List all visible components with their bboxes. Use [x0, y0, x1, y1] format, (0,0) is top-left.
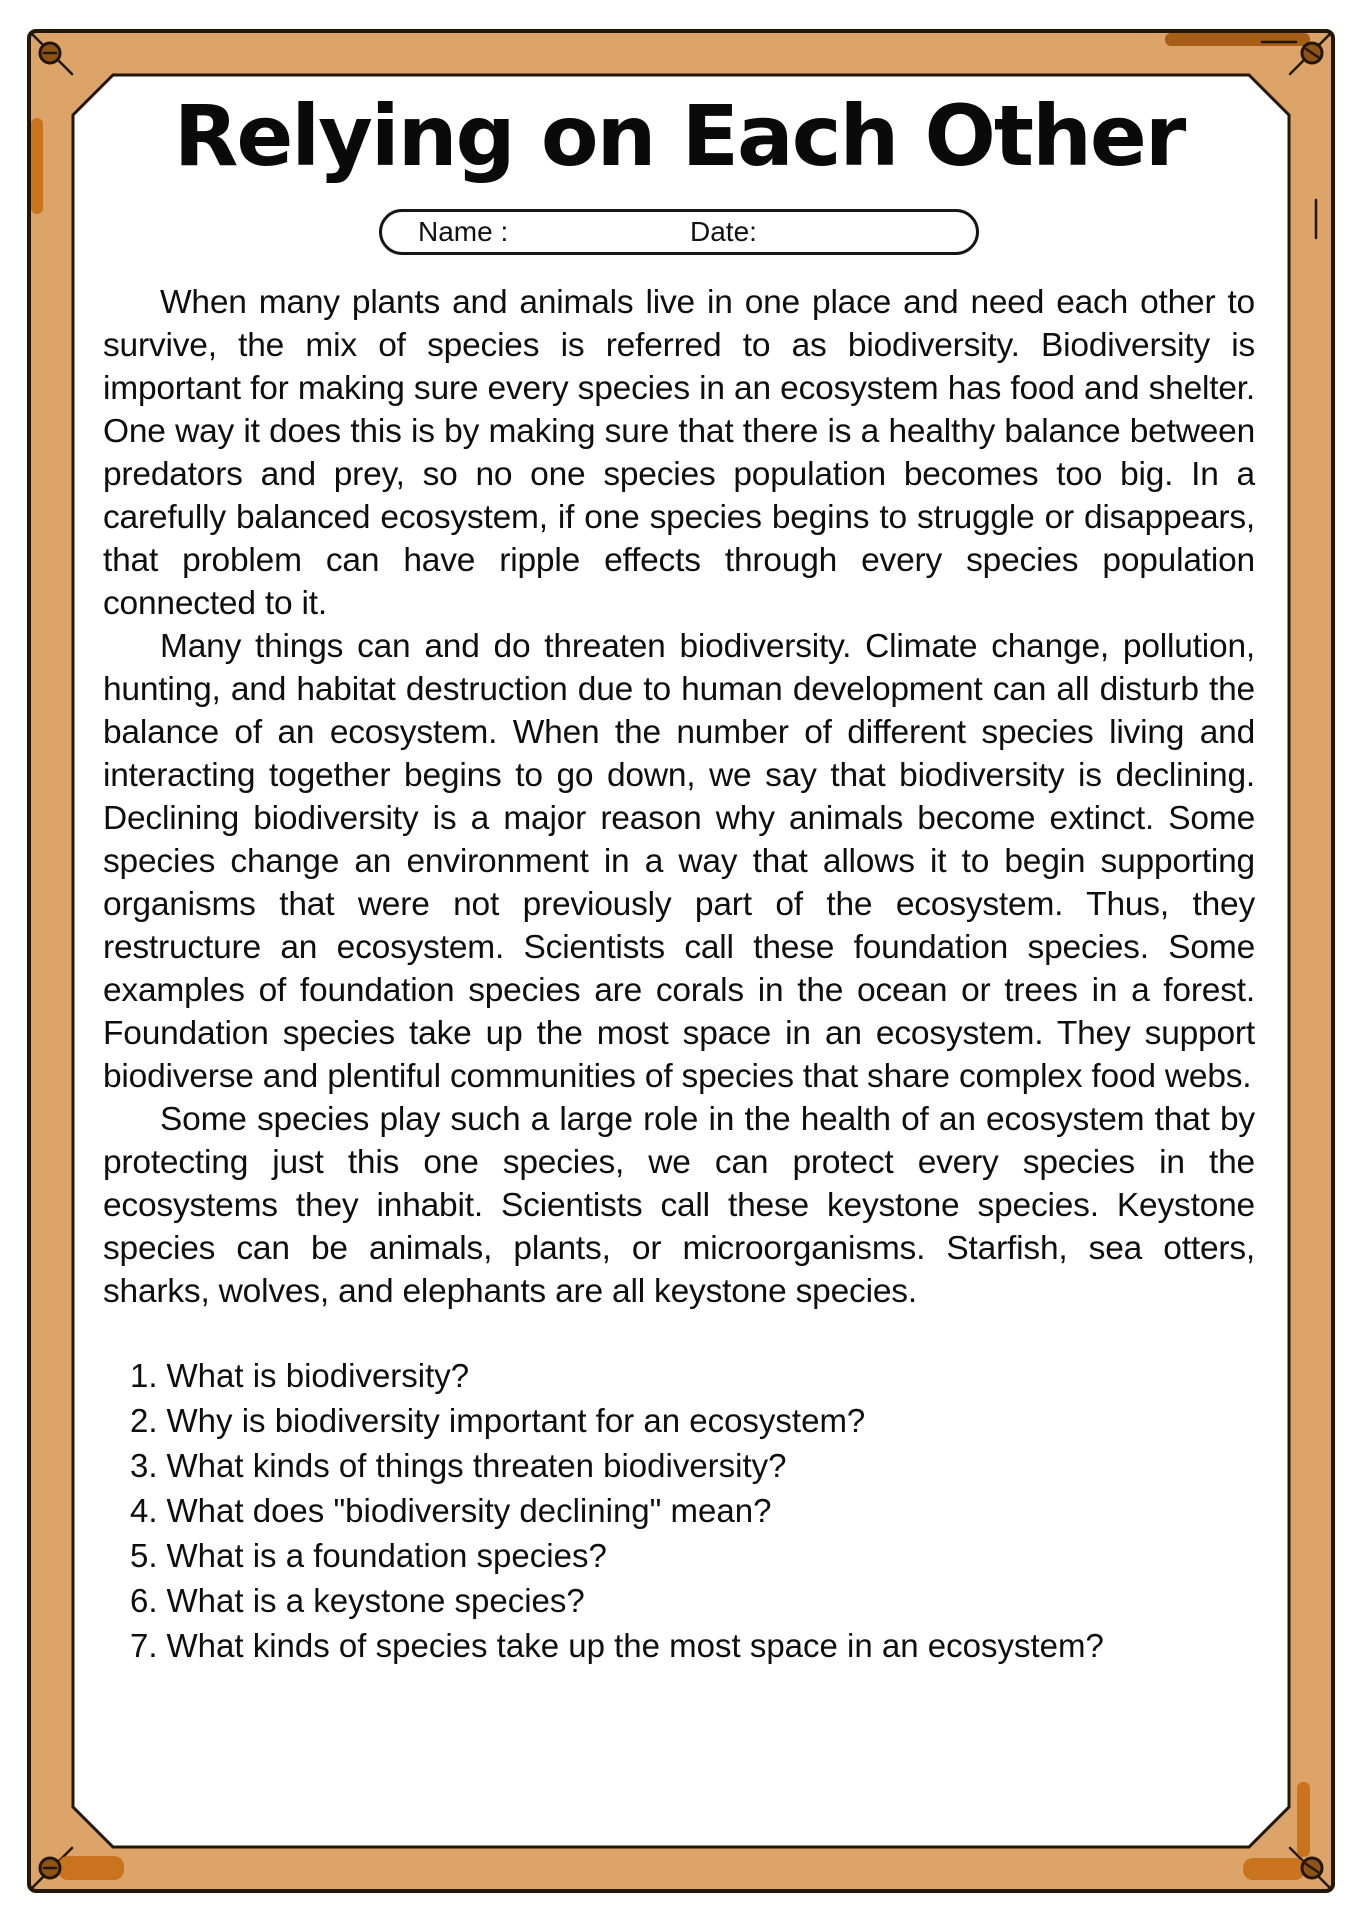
wood-shade-bottom-right	[1243, 1858, 1305, 1880]
question-number: 6.	[130, 1582, 158, 1620]
question-number: 1.	[130, 1357, 158, 1395]
question-item-3	[130, 1443, 1255, 1488]
question-item-2	[130, 1398, 1255, 1443]
name-date-box	[379, 209, 979, 255]
name-label: Name :	[418, 216, 509, 248]
question-item-7	[130, 1623, 1255, 1668]
page-title: Relying on Each Other	[173, 87, 1185, 185]
wood-shade-bottom-left	[58, 1856, 124, 1880]
question-text: What is biodiversity?	[166, 1357, 470, 1395]
question-text: What is a foundation species?	[166, 1537, 607, 1575]
question-number: 5.	[130, 1537, 158, 1575]
question-text: What kinds of species take up the most space in an ecosystem?	[166, 1627, 1104, 1665]
question-number: 4.	[130, 1492, 158, 1530]
question-text: What kinds of things threaten biodiversity?	[166, 1447, 787, 1485]
question-text: Why is biodiversity important for an ecosystem?	[166, 1402, 866, 1440]
passage-paragraph-1: When many plants and animals live in one place and need each other to survive, the mix of species is referred to as biodiversity. Biodiversity is important for making sure every species in an ecosystem has food and shelter. One way it does this is by making sure that there is a healthy balance between predators and prey, so no one species population becomes too big. In a carefully balanced ecosystem, if one species begins to struggle or disappears, that problem can have ripple effects through every species population connected to it.	[103, 284, 1255, 623]
question-item-4	[130, 1488, 1255, 1533]
date-input-area[interactable]	[767, 216, 962, 248]
question-text: What does "biodiversity declining" mean?	[166, 1492, 772, 1530]
passage-paragraph-2: Many things can and do threaten biodiversity. Climate change, pollution, hunting, and habitat destruction due to human development can all disturb the balance of an ecosystem. When the number of different species living and interacting together begins to go down, we say that biodiversity is declining. Declining biodiversity is a major reason why animals become extinct. Some species change an environment in a way that allows it to begin supporting organisms that were not previously part of the ecosystem. Thus, they restructure an ecosystem. Scientists call these foundation species. Some examples of foundation species are corals in the ocean or trees in a forest. Foundation species take up the most space in an ecosystem. They support biodiverse and plentiful communities of species that share complex food webs.	[103, 628, 1255, 1096]
question-number: 7.	[130, 1627, 158, 1665]
question-list	[103, 1353, 1255, 1668]
wood-shade-left	[31, 118, 43, 214]
reading-passage	[103, 281, 1255, 1313]
question-text: What is a keystone species?	[166, 1582, 585, 1620]
question-item-5	[130, 1533, 1255, 1578]
question-item-6	[130, 1578, 1255, 1623]
worksheet-content	[103, 75, 1255, 1847]
wood-shade-top-right	[1165, 33, 1310, 46]
question-number: 3.	[130, 1447, 158, 1485]
wood-shade-right-lower	[1297, 1782, 1310, 1857]
question-number: 2.	[130, 1402, 158, 1440]
date-label: Date:	[690, 216, 757, 248]
passage-paragraph-3: Some species play such a large role in the health of an ecosystem that by protecting just this one species, we can protect every species in the ecosystems they inhabit. Scientists call these keystone species. Keystone species can be animals, plants, or microorganisms. Starfish, sea otters, sharks, wolves, and elephants are all keystone species.	[103, 1101, 1255, 1311]
question-item-1	[130, 1353, 1255, 1398]
name-input-area[interactable]	[512, 216, 677, 248]
